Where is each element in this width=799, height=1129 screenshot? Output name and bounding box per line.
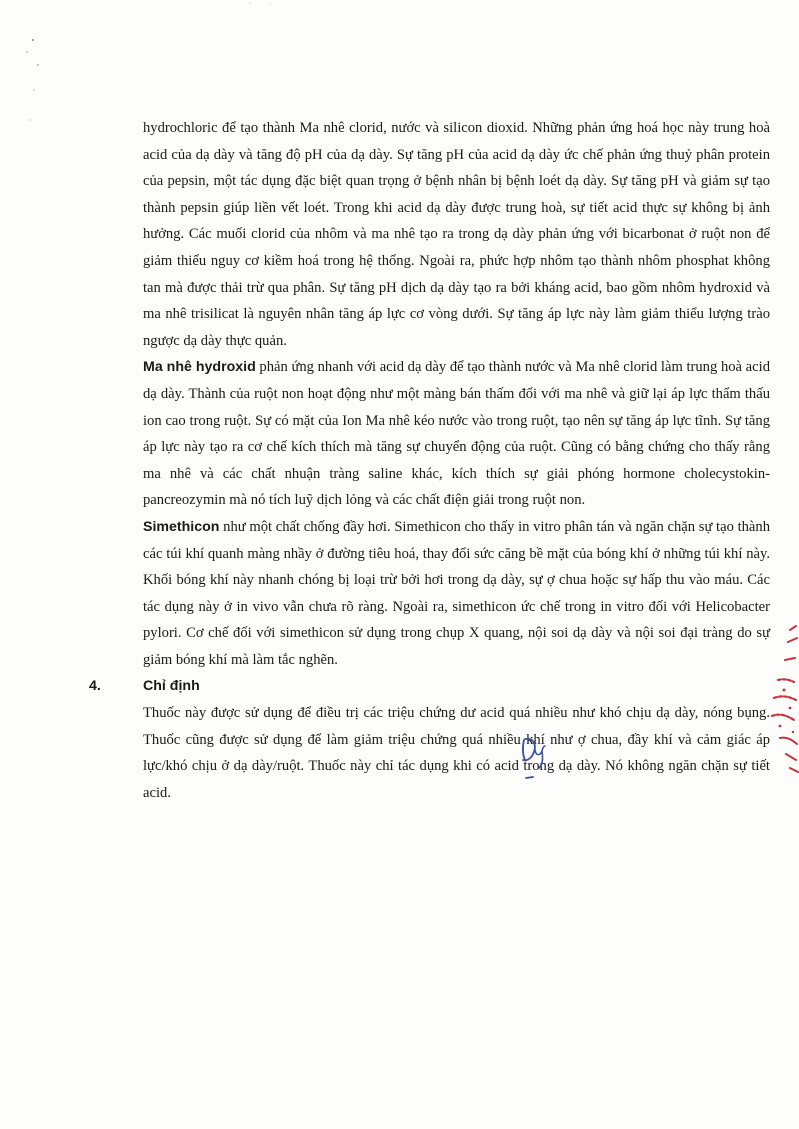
section-title: Chỉ định <box>143 678 200 695</box>
section-heading-indications <box>89 673 770 700</box>
document-body <box>89 115 770 806</box>
paragraph-indications: Thuốc này được sử dụng để điều trị các triệu chứng dư acid quá nhiều như khó chịu dạ dày, nóng bụng. Thuốc cũng được sử dụng để làm giảm triệu chứng quá nhiều khí như ợ chua, đầy khí và cảm giác áp lực/khó chịu ở dạ dày/ruột. Thuốc này chỉ tác dụng khi có acid trong dạ dày. Nó không ngăn chặn sự tiết acid. <box>143 705 770 801</box>
handwritten-initials-icon <box>518 734 554 782</box>
paragraph-magnesium-hydroxide <box>143 354 770 514</box>
paragraph-lead-magnesium: Ma nhê hydroxid <box>143 359 256 376</box>
red-stamp-edge-icon <box>760 620 799 780</box>
paragraph-antacid-mechanism: hydrochloric để tạo thành Ma nhê clorid, nước và silicon dioxid. Những phản ứng hoá học này trung hoà acid của dạ dày và tăng độ pH của dạ dày. Sự tăng pH của acid dạ dày ức chế phản ứng thuỷ phân protein của pepsin, một tác dụng đặc biệt quan trọng ở bệnh nhân bị bệnh loét dạ dày. Sự tăng pH và giảm sự tạo thành pepsin giúp liền vết loét. Trong khi acid dạ dày được trung hoà, sự tiết acid thực sự không bị ảnh hưởng. Các muối clorid của nhôm và ma nhê tạo ra trong dạ dày phản ứng với bicarbonat ở ruột non để giảm thiểu nguy cơ kiềm hoá trong hệ thống. Ngoài ra, phức hợp nhôm tạo thành nhôm phosphat không tan mà được thải trừ qua phân. Sự tăng pH dịch dạ dày tạo ra bởi kháng acid, bao gồm nhôm hydroxid và ma nhê trisilicat là nguyên nhân tăng áp lực cơ vòng dưới. Sự tăng áp lực này làm giảm thiểu lượng trào ngược dạ dày thực quản. <box>143 120 770 349</box>
paragraph-lead-simethicon: Simethicon <box>143 518 220 535</box>
paragraph-body-magnesium: phản ứng nhanh với acid dạ dày để tạo thành nước và Ma nhê clorid làm trung hoà acid dạ dày. Thành của ruột non hoạt động như một màng bán thấm đối với ma nhê và giữ lại áp lực thẩm thấu ion cao trong ruột. Sự có mặt của Ion Ma nhê kéo nước vào trong ruột, tạo nên sự tăng áp lực tĩnh. Sự tăng áp lực này tạo ra cơ chế kích thích mà tăng sự chuyển động của ruột. Cũng có bằng chứng cho thấy rằng ma nhê và các chất nhuận tràng saline khác, kích thích sự giải phóng hormone cholecystokin-pancreozymin mà nó tích luỹ dịch lỏng và các chất điện giải trong ruột non. <box>143 359 770 509</box>
paragraph-body-simethicon: như một chất chống đầy hơi. Simethicon cho thấy in vitro phân tán và ngăn chặn sự tạo thành các túi khí quanh màng nhầy ở đường tiêu hoá, thay đổi sức căng bề mặt của bóng khí ở những túi khí này. Khối bóng khí này nhanh chóng bị loại trừ bởi hơi trong dạ dày, sự ợ chua hoặc sự hấp thu vào máu. Các tác dụng này ở in vivo vẫn chưa rõ ràng. Ngoài ra, simethicon ức chế trong in vitro đối với Helicobacter pylori. Cơ chế đối với simethicon sử dụng trong chụp X quang, nội soi dạ dày và nội soi đại tràng do sự giảm bóng khí mà làm tắc nghẽn. <box>143 518 770 668</box>
section-number: 4. <box>89 678 101 695</box>
paragraph-simethicone <box>143 514 770 674</box>
